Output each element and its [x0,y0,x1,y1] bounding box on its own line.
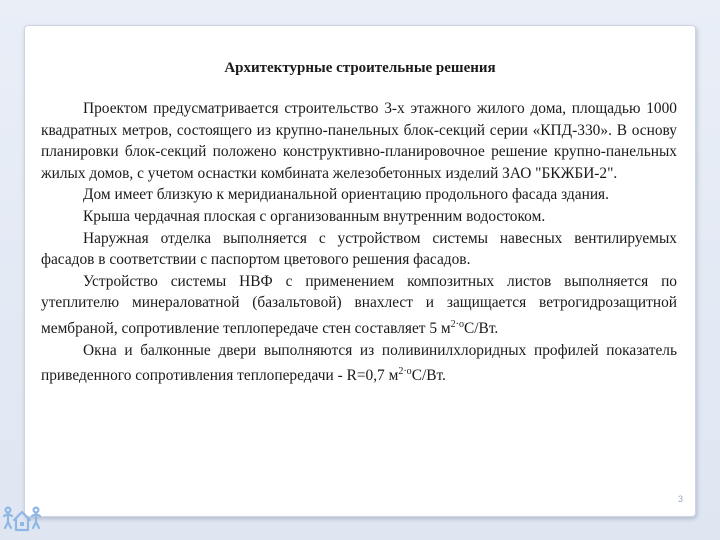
unit-tail: С/Вт. [464,320,499,338]
paragraph-nvf [41,271,677,340]
paragraph-orientation: Дом имеет близкую к меридианальной ориентацию продольного фасада здания. [83,186,609,204]
houses-people-logo-icon [2,498,42,538]
slide-title: Архитектурные строительные решения [224,60,496,76]
unit-superscript: 2·о [450,318,465,330]
page-number: 3 [677,494,683,504]
paragraph-windows [41,340,677,387]
slide-body [41,98,677,387]
paragraph-project: Проектом предусматривается строительство 3-х этажного жилого дома, площадью 1000 квадратных метров, состоящего из крупно-панельных блок-секций серии «КПД-330». В основу планировки блок-секций положено конструктивно-планировочное решение крупно-панельных жилых домов, с учетом оснастки комбината железобетонных изделий ЗАО "БКЖБИ-2". [41,100,677,182]
paragraph-facade: Наружная отделка выполняется с устройством системы навесных вентилируемых фасадов в соответствии с паспортом цветового решения фасадов. [41,229,677,269]
paragraph-roof: Крыша чердачная плоская с организованным внутренним водостоком. [83,207,546,225]
paragraph-windows-text: Окна и балконные двери выполняются из поливинилхлоридных профилей показатель приведенного сопротивления теплопередачи - R=0,7 м [41,341,677,385]
slide-card [24,25,696,517]
unit-tail: С/Вт. [411,367,446,385]
paragraph-nvf-text: Устройство системы НВФ с применением композитных листов выполняется по утеплителю минераловатной (базальтовой) внахлест и защищается ветрогидрозащитной мембраной, сопротивление теплопередаче стен составляет 5 м [41,272,677,338]
unit-superscript: 2·о [398,366,412,378]
